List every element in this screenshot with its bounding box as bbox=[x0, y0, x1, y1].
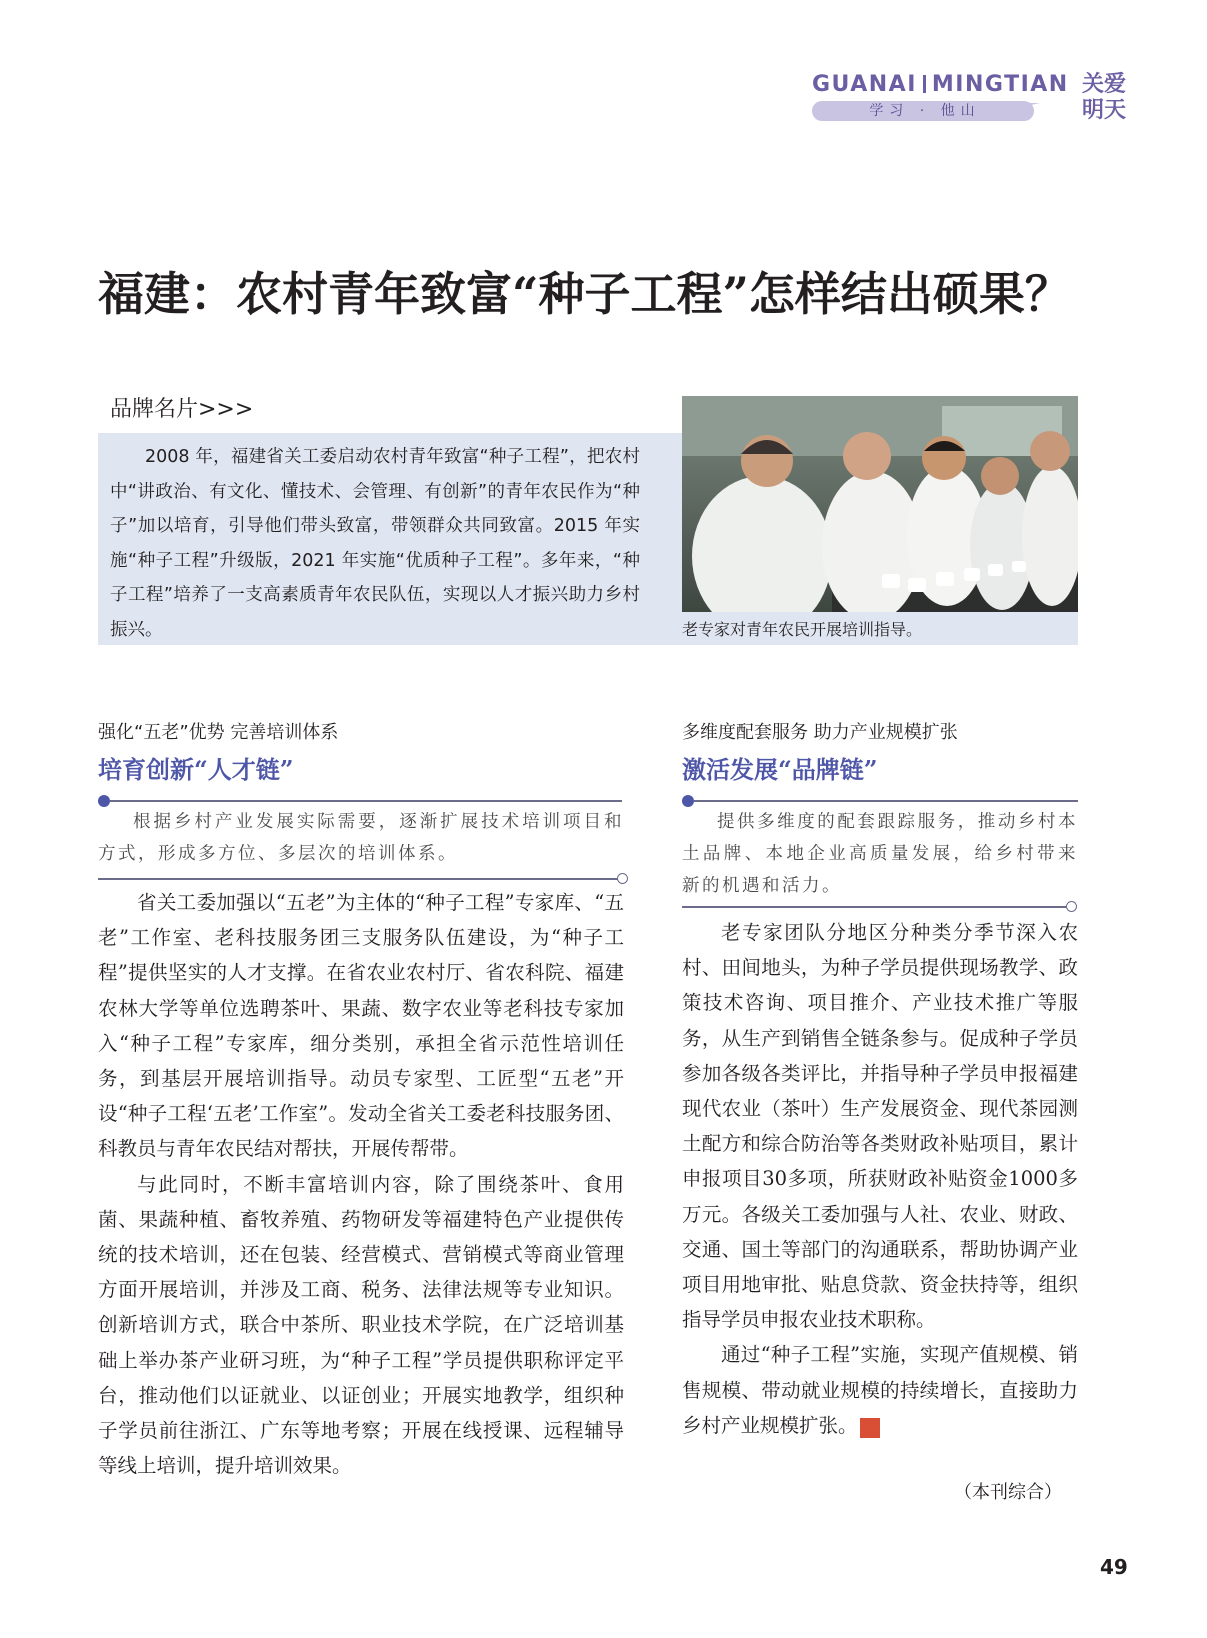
brand-card-heading: 品牌名片>>> bbox=[110, 397, 254, 422]
column-subtitle: 学习 · 他山 bbox=[869, 103, 981, 119]
intro-rule-top bbox=[694, 800, 1078, 802]
intro-rule-end-dot bbox=[1066, 901, 1077, 912]
logo-line1: 关爱 bbox=[1082, 72, 1127, 97]
body-paragraph bbox=[682, 1337, 1078, 1443]
magazine-logo bbox=[1082, 72, 1130, 128]
intro-rule-top bbox=[110, 800, 622, 802]
closing-paragraph-text: 通过“种子工程”实施，实现产值规模、销售规模、带动就业规模的持续增长，直接助力乡村产业规模扩张。 bbox=[682, 1343, 1078, 1437]
end-of-article-mark: 关 bbox=[860, 1418, 880, 1438]
right-section-intro: 提供多维度的配套跟踪服务，推动乡村本土品牌、本地企业高质量发展，给乡村带来新的机遇和活力。 bbox=[682, 812, 1078, 896]
training-photo-illustration bbox=[682, 396, 1078, 612]
article-source: （本刊综合） bbox=[954, 1482, 1062, 1503]
column-separator bbox=[923, 75, 926, 93]
left-section-intro: 根据乡村产业发展实际需要，逐渐扩展技术培训项目和方式，形成多方位、多层次的培训体系。 bbox=[98, 812, 624, 864]
page-number: 49 bbox=[1100, 1555, 1128, 1579]
article-title: 福建：农村青年致富“种子工程”怎样结出硕果？ bbox=[98, 267, 1071, 321]
photo-caption: 老专家对青年农民开展培训指导。 bbox=[682, 620, 923, 639]
column-latin-left: GUANAI bbox=[812, 72, 917, 97]
column-latin-right: MINGTIAN bbox=[931, 72, 1069, 97]
left-section-kicker: 强化“五老”优势 完善培训体系 bbox=[98, 722, 339, 743]
intro-rule-end-dot bbox=[617, 873, 628, 884]
body-paragraph: 与此同时，不断丰富培训内容，除了围绕茶叶、食用菌、果蔬种植、畜牧养殖、药物研发等福建特色产业提供传统的技术培训，还在包装、经营模式、营销模式等商业管理方面开展培训，并涉及工商、税务、法律法规等专业知识。创新培训方式，联合中茶所、职业技术学院，在广泛培训基础上举办茶产业研习班，为“种子工程”学员提供职称评定平台，推动他们以证就业、以证创业；开展实地教学，组织种子学员前往浙江、广东等地考察；开展在线授课、远程辅导等线上培训，提升培训效果。 bbox=[98, 1172, 624, 1478]
logo-line2: 明天 bbox=[1082, 98, 1127, 123]
body-paragraph: 老专家团队分地区分种类分季节深入农村、田间地头，为种子学员提供现场教学、政策技术咨询、项目推介、产业技术推广等服务，从生产到销售全链条参与。促成种子学员参加各级各类评比，并指导种子学员申报福建现代农业（茶叶）生产发展资金、现代茶园测土配方和综合防治等各类财政补贴项目，累计申报项目30多项，所获财政补贴资金1000多万元。各级关工委加强与人社、农业、财政、交通、国土等部门的沟通联系，帮助协调产业项目用地审批、贴息贷款、资金扶持等，组织指导学员申报农业技术职称。 bbox=[682, 921, 1078, 1332]
right-section-kicker: 多维度配套服务 助力产业规模扩张 bbox=[682, 722, 958, 743]
body-paragraph: 省关工委加强以“五老”为主体的“种子工程”专家库、“五老”工作室、老科技服务团三支服务队伍建设，为“种子工程”提供坚实的人才支撑。在省农业农村厅、省农科院、福建农林大学等单位选聘茶叶、果蔬、数字农业等老科技专家加入“种子工程”专家库，细分类别，承担全省示范性培训任务，到基层开展培训指导。动员专家型、工匠型“五老”开设“种子工程‘五老’工作室”。发动全省关工委老科技服务团、科教员与青年农民结对帮扶，开展传帮带。 bbox=[98, 891, 624, 1161]
training-photo bbox=[682, 396, 1078, 612]
right-section-title: 激活发展“品牌链” bbox=[682, 755, 878, 784]
right-section-body bbox=[682, 915, 1078, 1455]
left-section-body bbox=[98, 885, 624, 1510]
magazine-column-name bbox=[812, 72, 1072, 102]
intro-rule-bottom bbox=[682, 906, 1066, 908]
intro-rule-bottom bbox=[98, 878, 618, 880]
left-section-title: 培育创新“人才链” bbox=[98, 755, 294, 784]
brand-card-text: 2008 年，福建省关工委启动农村青年致富“种子工程”，把农村中“讲政治、有文化、懂技术、会管理、有创新”的青年农民作为“种子”加以培育，引导他们带头致富，带领群众共同致富。2015 年实施“种子工程”升级版，2021 年实施“优质种子工程”。多年来，“种子工程”培养了一支高素质青年农民队伍，实现以人才振兴助力乡村振兴。 bbox=[110, 447, 640, 640]
